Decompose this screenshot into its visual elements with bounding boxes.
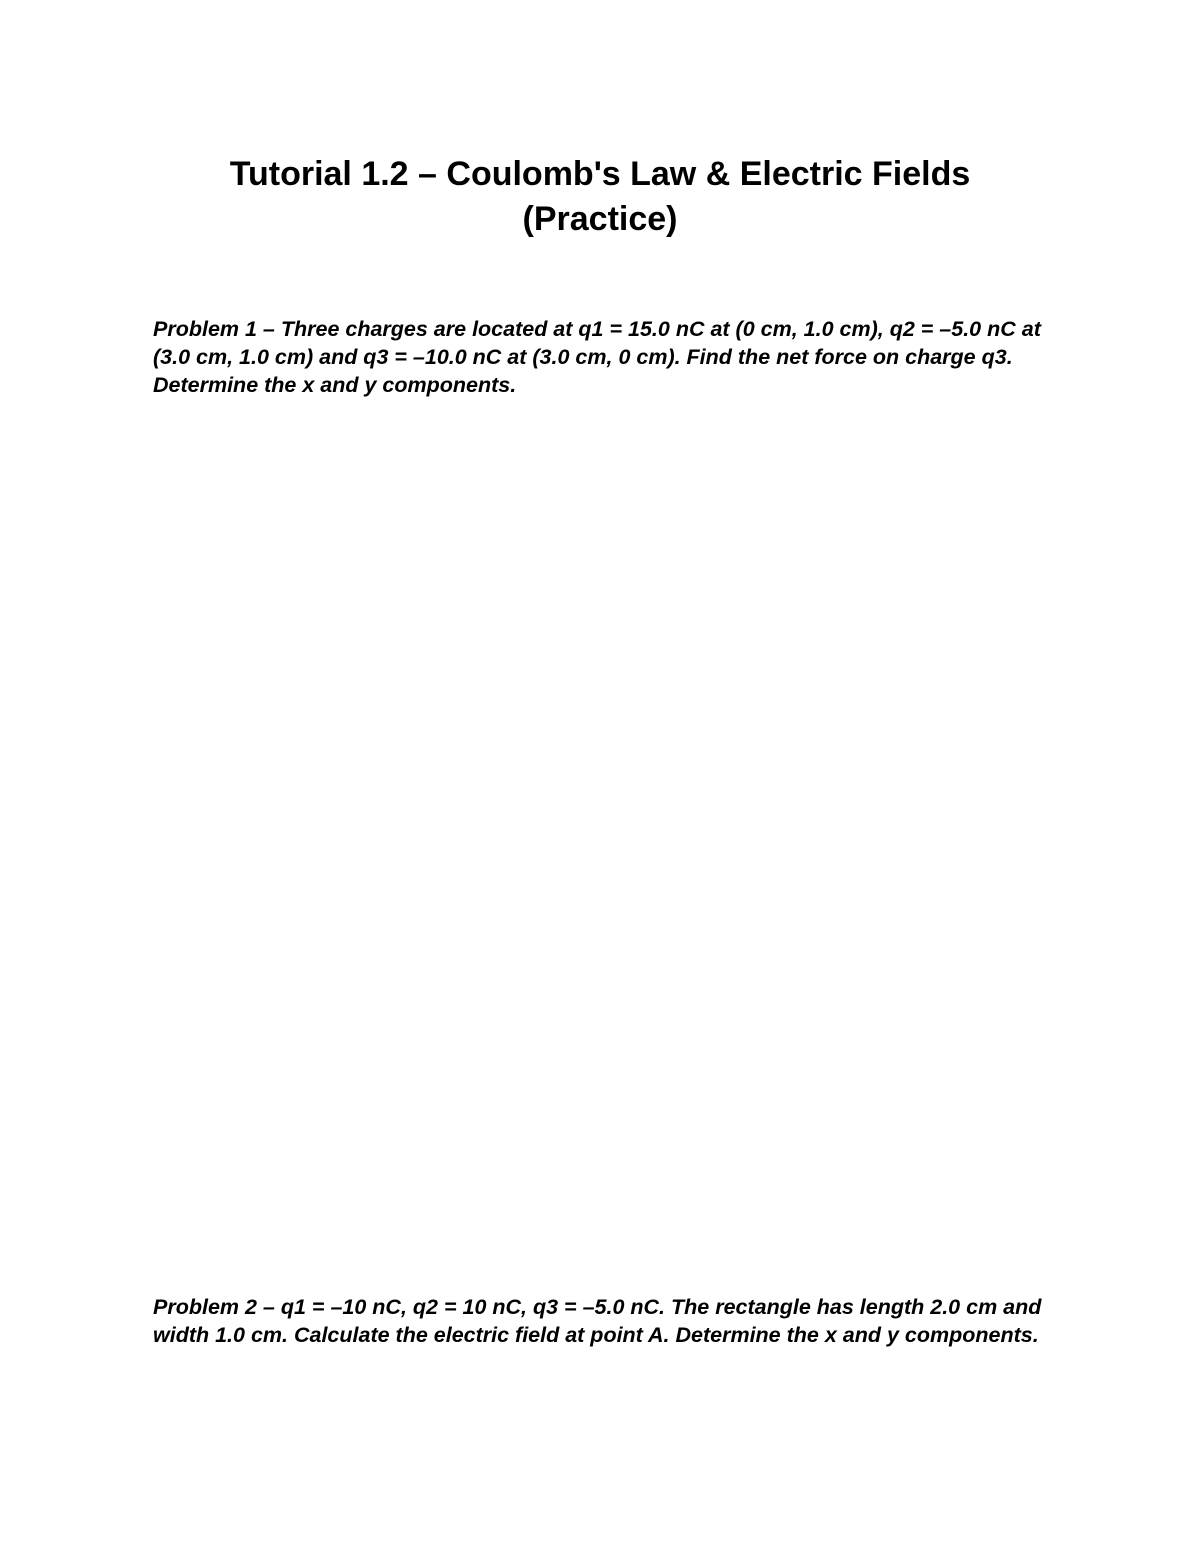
problem-2-text: Problem 2 – q1 = –10 nC, q2 = 10 nC, q3 = –5.0 nC. The rectangle has length 2.0 cm and width 1.0 cm. Calculate the electric field at point A. Determine the x and y components.: [153, 1295, 1042, 1347]
title-line-1: Tutorial 1.2 – Coulomb's Law & Electric Fields: [229, 155, 971, 193]
title-line-2: (Practice): [522, 200, 678, 238]
problem-1-text: Problem 1 – Three charges are located at q1 = 15.0 nC at (0 cm, 1.0 cm), q2 = –5.0 nC at (3.0 cm, 1.0 cm) and q3 = –10.0 nC at (3.0 cm, 0 cm). Find the net force on charge q3. Determine the x and y components.: [153, 317, 1041, 397]
page-title: [0, 152, 1200, 242]
